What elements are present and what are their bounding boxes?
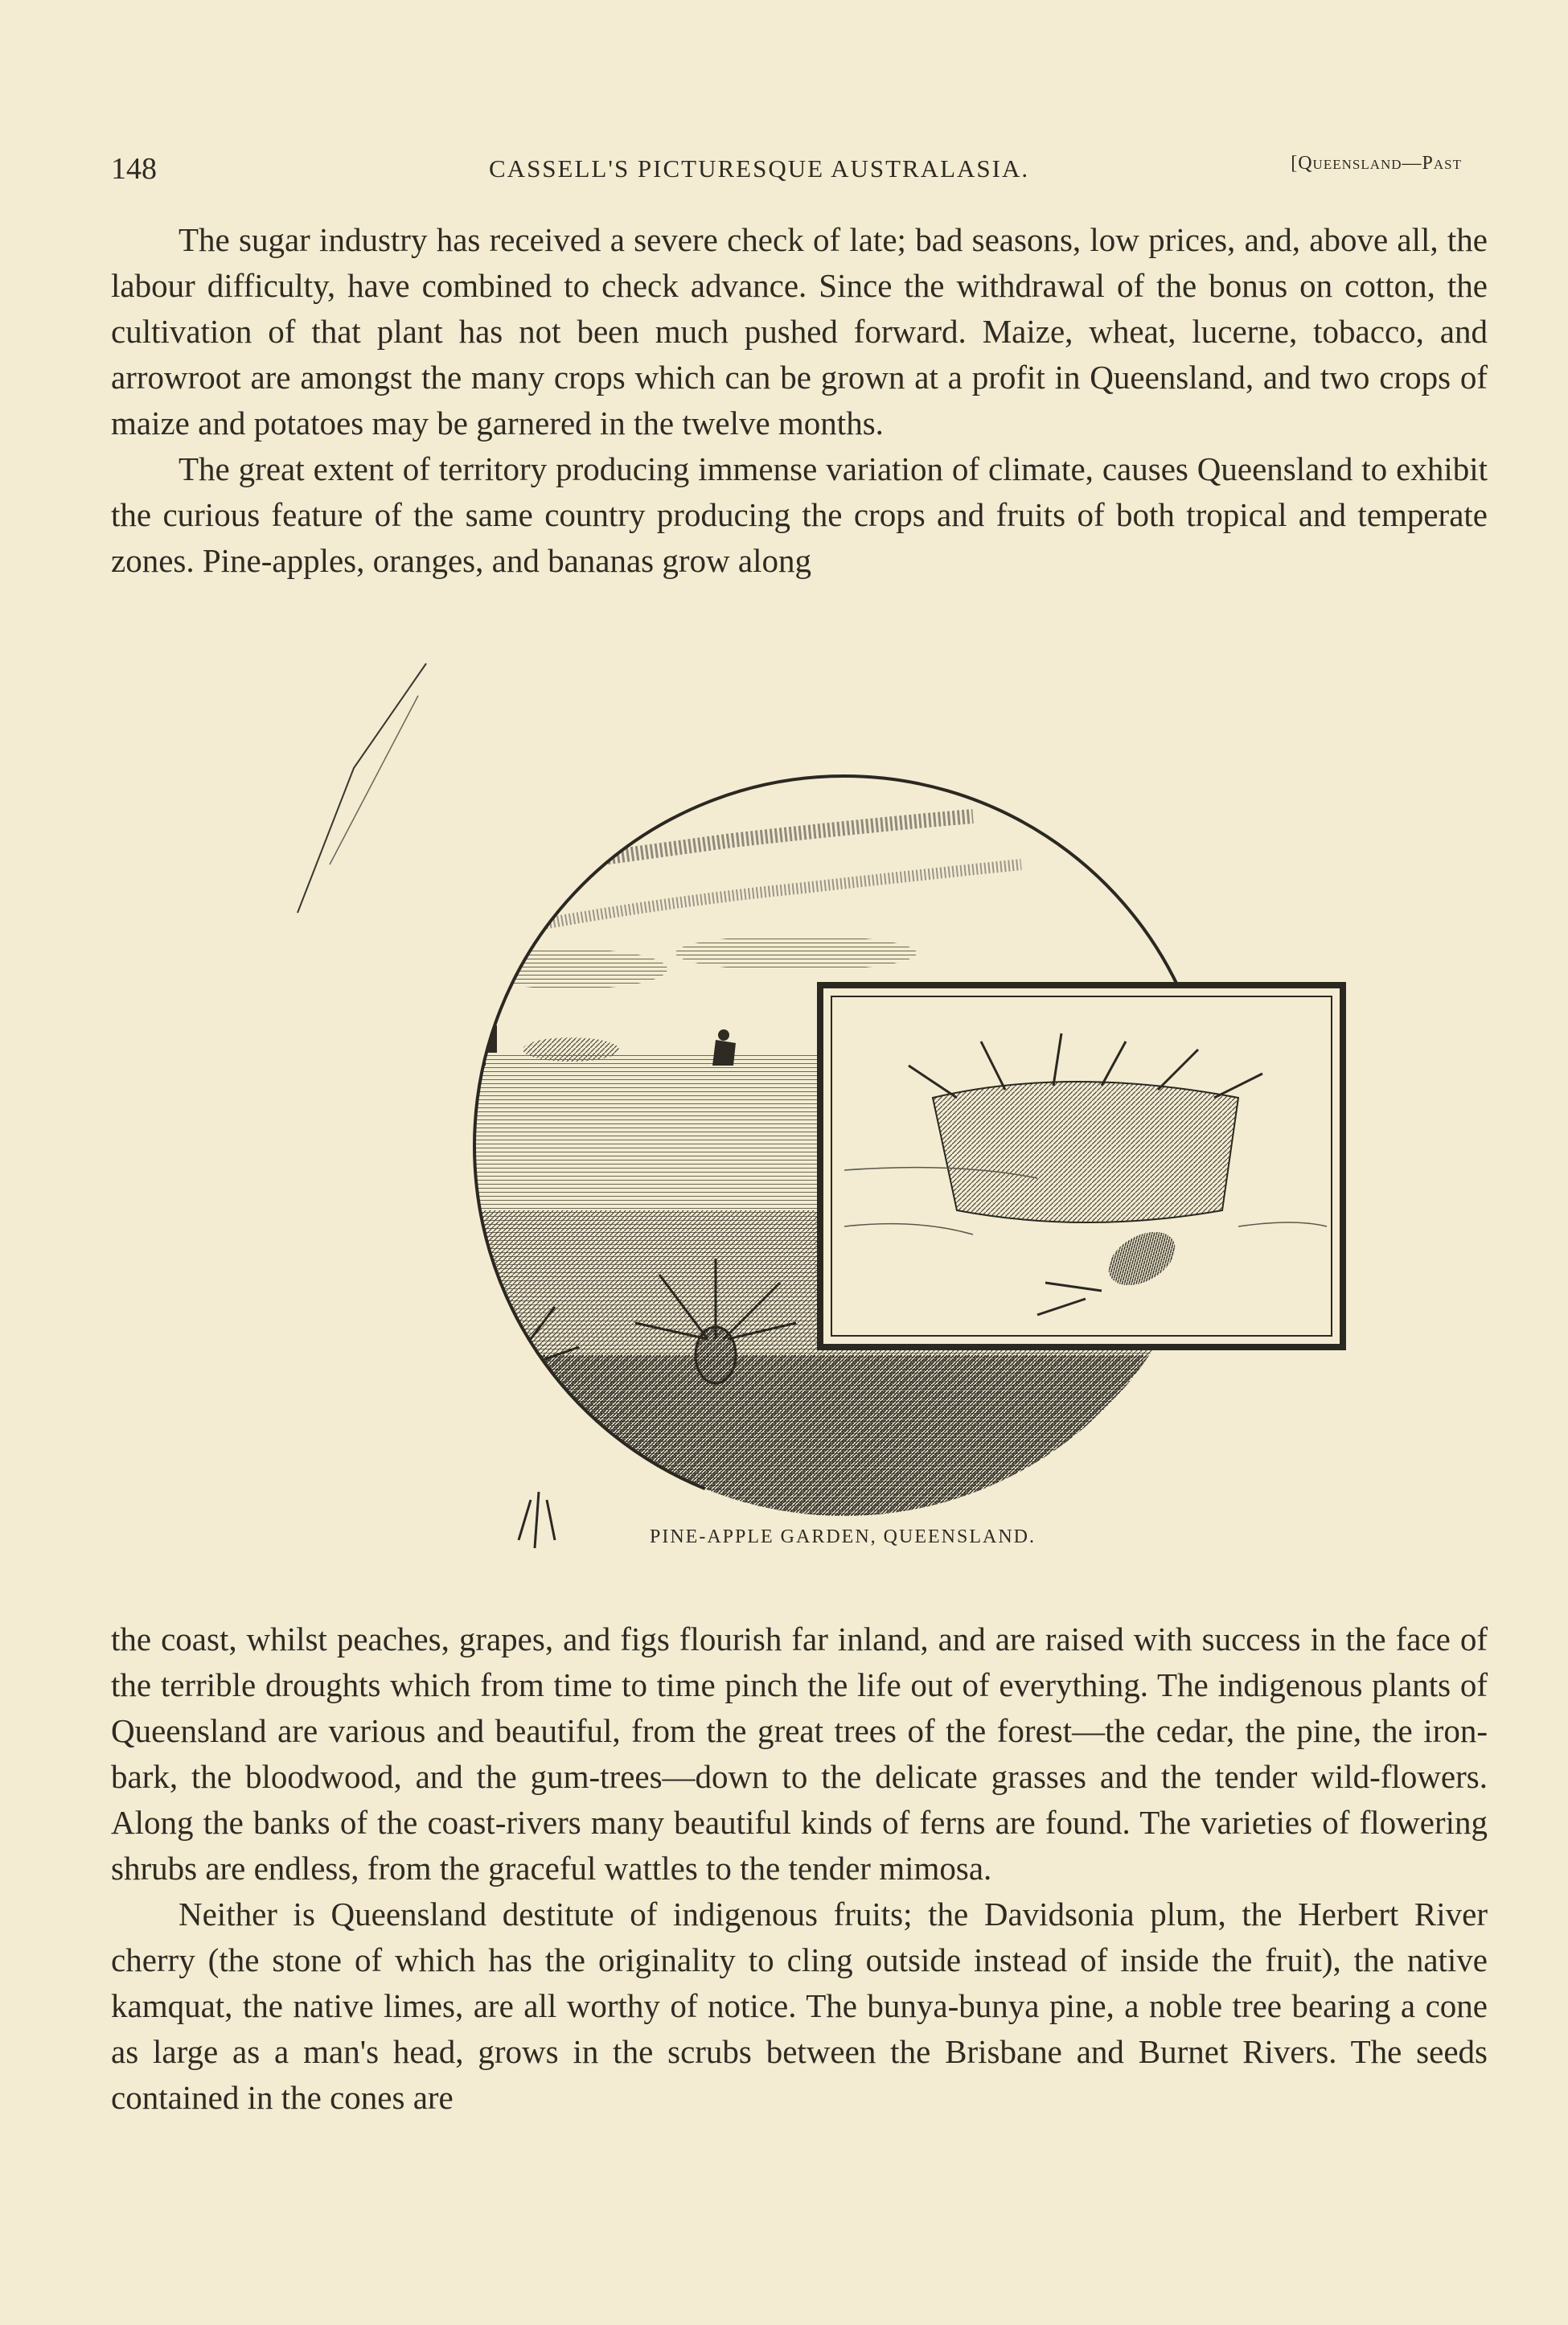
page-number: 148: [111, 152, 157, 186]
paragraph: the coast, whilst peaches, grapes, and figs flourish far inland, and are raised with success in the face of the terrible droughts which from time to time pinch the life out of everything. The indigenous plants of Queensland are various and beautiful, from the great trees of the forest—the cedar, the pine, the iron-bark, the bloodwood, and the gum-trees—down to the delicate grasses and the tender wild-flowers. Along the banks of the coast-rivers many beautiful kinds of ferns are found. The varieties of flowering shrubs are endless, from the graceful wattles to the tender mimosa.: [111, 1621, 1488, 1887]
body-text-top: [111, 217, 1488, 584]
pineapple-garden-engraving: [233, 647, 1391, 1564]
section-heading: [Queensland—Past: [1291, 153, 1462, 174]
paragraph: Neither is Queensland destitute of indigenous fruits; the Davidsonia plum, the Herbert River cherry (the stone of which has the originality to cling outside instead of inside the fruit), the native kamquat, the native limes, are all worthy of notice. The bunya-bunya pine, a noble tree bearing a cone as large as a man's head, grows in the scrubs between the Brisbane and Burnet Rivers. The seeds contained in the cones are: [111, 1896, 1488, 2116]
page-header: [111, 151, 1462, 191]
paragraph: The sugar industry has received a severe check of late; bad seasons, low prices, and, above all, the labour difficulty, have combined to check advance. Since the withdrawal of the bonus on cotton, the cultivation of that plant has not been much pushed forward. Maize, wheat, lucerne, tobacco, and arrowroot are amongst the many crops which can be grown at a profit in Queensland, and two crops of maize and potatoes may be garnered in the twelve months.: [111, 221, 1488, 442]
paragraph: The great extent of territory producing immense variation of climate, causes Queensland to exhibit the curious feature of the same country producing the crops and fruits of both tropical and temperate zones. Pine-apples, oranges, and bananas grow along: [111, 450, 1488, 579]
running-title: CASSELL'S PICTURESQUE AUSTRALASIA.: [489, 154, 1030, 183]
figure-caption: PINE-APPLE GARDEN, QUEENSLAND.: [650, 1526, 1036, 1547]
body-text-bottom: [111, 1616, 1488, 2121]
